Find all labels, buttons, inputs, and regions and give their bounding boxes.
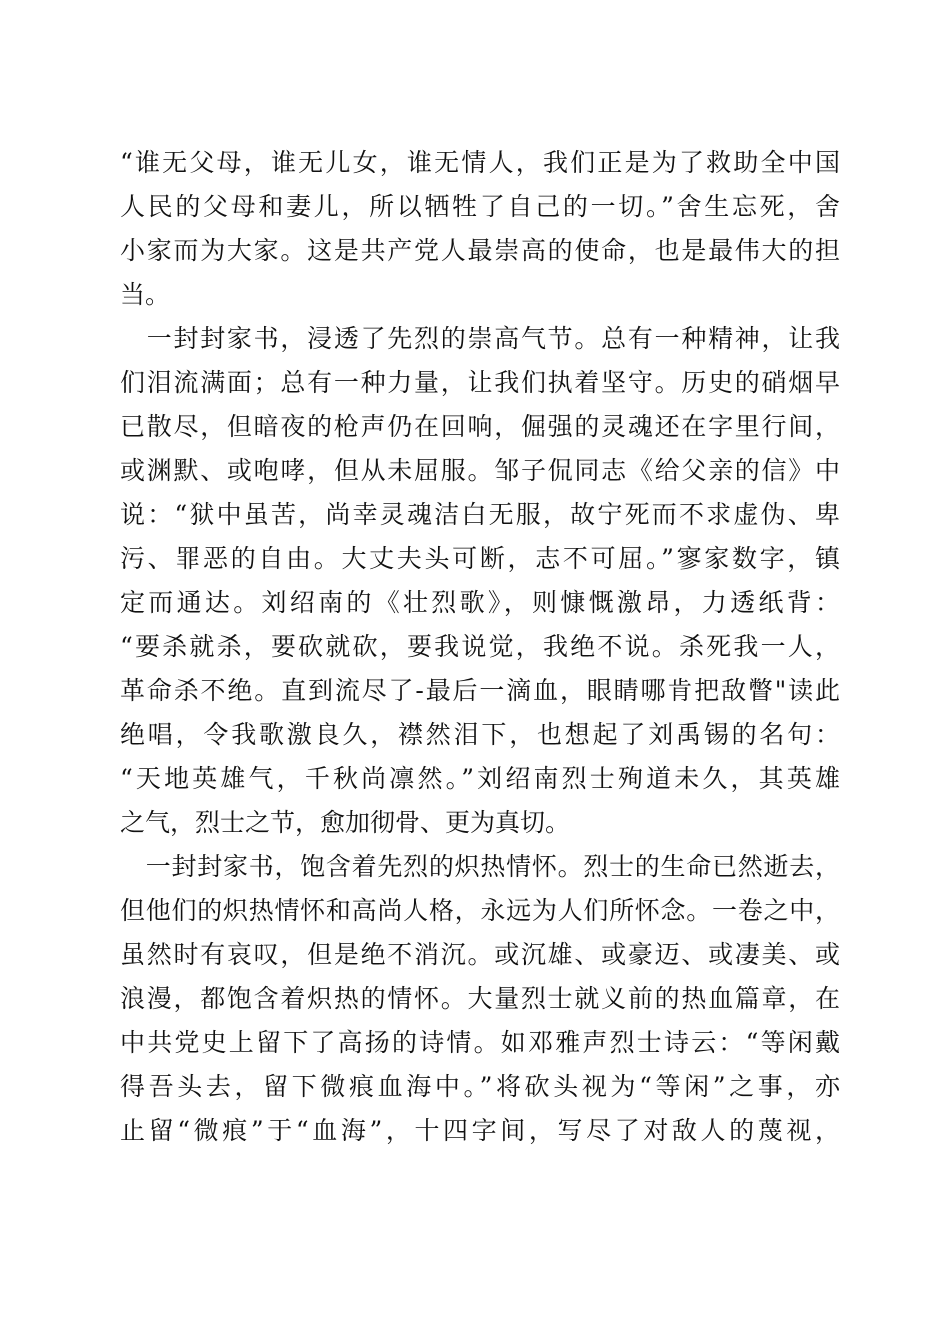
text-line: 污、罪恶的自由。大丈夫头可断，志不可屈。”寥家数字，镇 (120, 544, 840, 573)
text-line: 绝唱，令我歌激良久，襟然泪下，也想起了刘禹锡的名句： (120, 720, 840, 749)
text-line: 止留“微痕”于“血海”，十四字间，写尽了对敌人的蔑视， (120, 1116, 840, 1145)
text-line: 已散尽，但暗夜的枪声仍在回响，倔强的灵魂还在字里行间， (120, 412, 840, 441)
text-line: 但他们的炽热情怀和高尚人格，永远为人们所怀念。一卷之中， (120, 896, 840, 925)
text-line: 说：“狱中虽苦，尚幸灵魂洁白无服，故宁死而不求虚伪、卑 (120, 500, 840, 529)
text-line: 之气，烈士之节，愈加彻骨、更为真切。 (120, 808, 571, 837)
text-line: 或渊默、或咆哮，但从未屈服。邹子侃同志《给父亲的信》中 (120, 456, 840, 485)
text-line: “要杀就杀，要砍就砍，要我说觉，我绝不说。杀死我一人， (120, 632, 840, 661)
text-line: 得吾头去，留下微痕血海中。”将砍头视为“等闲”之事，亦 (120, 1072, 840, 1101)
text-line: 定而通达。刘绍南的《壮烈歌》，则慷慨激昂，力透纸背： (120, 588, 840, 617)
text-line: 虽然时有哀叹，但是绝不消沉。或沉雄、或豪迈、或凄美、或 (120, 940, 840, 969)
text-line: “天地英雄气，千秋尚凛然。”刘绍南烈士殉道未久，其英雄 (120, 764, 840, 793)
text-line: 浪漫，都饱含着炽热的情怀。大量烈士就义前的热血篇章，在 (120, 984, 840, 1013)
text-line: 革命杀不绝。直到流尽了-最后一滴血，眼睛哪肯把敌瞥"读此 (120, 676, 840, 705)
text-line: 人民的父母和妻儿，所以牺牲了自己的一切。”舍生忘死，舍 (120, 192, 840, 221)
text-line: 一封封家书，浸透了先烈的崇高气节。总有一种精神，让我 (120, 324, 840, 353)
text-line: 中共党史上留下了高扬的诗情。如邓雅声烈士诗云：“等闲戴 (120, 1028, 840, 1057)
text-line: “谁无父母，谁无儿女，谁无情人，我们正是为了救助全中国 (120, 148, 840, 177)
text-line: 们泪流满面；总有一种力量，让我们执着坚守。历史的硝烟早 (120, 368, 840, 397)
text-line: 一封封家书，饱含着先烈的炽热情怀。烈士的生命已然逝去， (120, 852, 840, 881)
text-line: 小家而为大家。这是共产党人最崇高的使命，也是最伟大的担 (120, 236, 840, 265)
text-line: 当。 (120, 280, 171, 309)
